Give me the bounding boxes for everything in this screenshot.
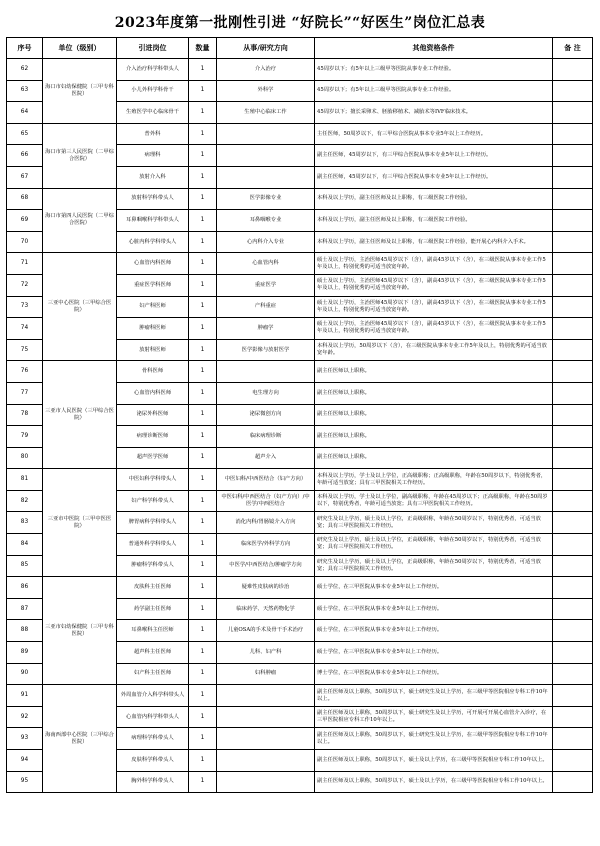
direction-cell: 心内科介入专业 — [217, 231, 315, 253]
condition-cell: 本科及以上学历，学士及以上学位，副高级职称，年龄在45周岁以下；正高级职称，年龄在50周岁以下，特别优秀者，年龄可适当放宽；具有三甲医院相关工作经历。 — [315, 490, 553, 512]
quantity-cell: 1 — [189, 620, 217, 642]
direction-cell: 重症医学 — [217, 274, 315, 296]
direction-cell: 耳鼻咽喉专业 — [217, 210, 315, 232]
table-row — [7, 685, 593, 707]
quantity-cell: 1 — [189, 382, 217, 404]
direction-cell — [217, 771, 315, 793]
quantity-cell: 1 — [189, 404, 217, 426]
post-cell: 妇产科主任医师 — [117, 663, 189, 685]
row-number-cell: 74 — [7, 318, 43, 340]
direction-cell: 生殖中心临床工作 — [217, 102, 315, 124]
direction-cell — [217, 361, 315, 383]
row-number-cell: 72 — [7, 274, 43, 296]
condition-cell: 副主任医师以上职称。 — [315, 382, 553, 404]
header-cell: 备 注 — [553, 38, 593, 59]
note-cell — [553, 555, 593, 577]
post-cell: 病理诊断医师 — [117, 426, 189, 448]
condition-cell: 副主任医师及以上职称，50周岁以下，硕士研究生及以上学历，在三级甲等医院相应专科工作10年以上。 — [315, 728, 553, 750]
quantity-cell: 1 — [189, 771, 217, 793]
direction-cell: 产科重症 — [217, 296, 315, 318]
condition-cell: 本科及以上学历，学士及以上学位，正高级职称；正高级职称，年龄在50周岁以下，特别优秀者，年龄可适当放宽；具有三甲医院相关工作经历。 — [315, 469, 553, 491]
post-cell: 生殖医学中心临床骨干 — [117, 102, 189, 124]
table-row — [7, 577, 593, 599]
quantity-cell: 1 — [189, 706, 217, 728]
row-number-cell: 64 — [7, 102, 43, 124]
row-number-cell: 90 — [7, 663, 43, 685]
quantity-cell: 1 — [189, 490, 217, 512]
quantity-cell: 1 — [189, 318, 217, 340]
row-number-cell: 70 — [7, 231, 43, 253]
note-cell — [553, 361, 593, 383]
row-number-cell: 76 — [7, 361, 43, 383]
note-cell — [553, 274, 593, 296]
row-number-cell: 91 — [7, 685, 43, 707]
direction-cell: 中医妇科/中西医结合（妇产方向）/中医学/中西医结合 — [217, 490, 315, 512]
post-cell: 骨科医师 — [117, 361, 189, 383]
quantity-cell: 1 — [189, 339, 217, 361]
row-number-cell: 66 — [7, 145, 43, 167]
quantity-cell: 1 — [189, 361, 217, 383]
direction-cell: 心血管内科 — [217, 253, 315, 275]
direction-cell: 临床病理诊断 — [217, 426, 315, 448]
condition-cell: 45周岁以下；擅长采卵术、胚胎移植术、减胎术等IVF临床技术。 — [315, 102, 553, 124]
row-number-cell: 87 — [7, 598, 43, 620]
post-cell: 重症医学科医师 — [117, 274, 189, 296]
row-number-cell: 93 — [7, 728, 43, 750]
condition-cell: 副主任医师以上职称。 — [315, 447, 553, 469]
row-number-cell: 94 — [7, 750, 43, 772]
condition-cell: 本科及以上学历，副主任医师及以上职称，有三级医院工作经验。 — [315, 210, 553, 232]
note-cell — [553, 231, 593, 253]
table-row — [7, 59, 593, 81]
post-cell: 外周血管介入科学科带头人 — [117, 685, 189, 707]
page-title: 2023年度第一批刚性引进 “好院长”“好医生”岗位汇总表 — [114, 15, 486, 31]
unit-cell: 三亚市人民医院（三甲综合医院） — [43, 361, 117, 469]
row-number-cell: 69 — [7, 210, 43, 232]
row-number-cell: 62 — [7, 59, 43, 81]
table-body — [7, 59, 593, 793]
quantity-cell: 1 — [189, 534, 217, 556]
post-cell: 脾胃病科学科带头人 — [117, 512, 189, 534]
unit-cell: 三亚市中医院（三甲中医医院） — [43, 469, 117, 577]
row-number-cell: 65 — [7, 123, 43, 145]
note-cell — [553, 512, 593, 534]
post-cell: 心脏内科学科带头人 — [117, 231, 189, 253]
note-cell — [553, 296, 593, 318]
post-cell: 泌尿外科医师 — [117, 404, 189, 426]
row-number-cell: 86 — [7, 577, 43, 599]
condition-cell: 研究生及以上学历，硕士及以上学位，正高级职称，年龄在50周岁以下，特别优秀者，可适当放宽；具有三甲医院相关工作经历。 — [315, 534, 553, 556]
direction-cell: 中医学/中西医结合/肿瘤学方向 — [217, 555, 315, 577]
row-number-cell: 79 — [7, 426, 43, 448]
header-cell: 序号 — [7, 38, 43, 59]
table-row — [7, 361, 593, 383]
note-cell — [553, 404, 593, 426]
quantity-cell: 1 — [189, 274, 217, 296]
row-number-cell: 73 — [7, 296, 43, 318]
note-cell — [553, 426, 593, 448]
post-cell: 肿瘤科学科带头人 — [117, 555, 189, 577]
note-cell — [553, 382, 593, 404]
condition-cell: 本科及以上学历，副主任医师及以上职称，有三级医院工作经验。 — [315, 188, 553, 210]
condition-cell: 硕士及以上学历，主治医师45周岁以下（含），副高45岁以下（含），在三级医院从事本专业工作5年及以上，特别优秀的可适当放宽年龄。 — [315, 253, 553, 275]
direction-cell: 医学影像与放射医学 — [217, 339, 315, 361]
post-cell: 肿瘤科医师 — [117, 318, 189, 340]
post-cell: 放射科医师 — [117, 339, 189, 361]
unit-cell: 海南西部中心医院（三甲综合医院） — [43, 685, 117, 793]
direction-cell: 妇科肿瘤 — [217, 663, 315, 685]
quantity-cell: 1 — [189, 123, 217, 145]
note-cell — [553, 210, 593, 232]
header-cell: 其他资格条件 — [315, 38, 553, 59]
direction-cell: 超声介入 — [217, 447, 315, 469]
quantity-cell: 1 — [189, 750, 217, 772]
condition-cell: 副主任医师及以上职称，50周岁以下，硕士研究生及以上学历，可开展可开展心血管介入诊疗，在三甲医院相应专科工作10年以上。 — [315, 706, 553, 728]
note-cell — [553, 490, 593, 512]
note-cell — [553, 102, 593, 124]
note-cell — [553, 145, 593, 167]
quantity-cell: 1 — [189, 253, 217, 275]
row-number-cell: 80 — [7, 447, 43, 469]
post-cell: 皮肤科主任医师 — [117, 577, 189, 599]
condition-cell: 硕士及以上学历，主治医师45周岁以下（含），副高45岁以下（含），在三级医院从事本专业工作5年及以上，特别优秀的可适当放宽年龄。 — [315, 274, 553, 296]
post-cell: 中医妇科学科带头人 — [117, 469, 189, 491]
post-cell: 胸外科学科带头人 — [117, 771, 189, 793]
condition-cell: 副主任医师以上职称。 — [315, 426, 553, 448]
row-number-cell: 78 — [7, 404, 43, 426]
note-cell — [553, 598, 593, 620]
note-cell — [553, 339, 593, 361]
quantity-cell: 1 — [189, 210, 217, 232]
note-cell — [553, 620, 593, 642]
row-number-cell: 63 — [7, 80, 43, 102]
row-number-cell: 81 — [7, 469, 43, 491]
quantity-cell: 1 — [189, 188, 217, 210]
quantity-cell: 1 — [189, 663, 217, 685]
direction-cell: 临床医学/外科学方向 — [217, 534, 315, 556]
condition-cell: 硕士学位，在三甲医院从事本专业5年以上工作经历。 — [315, 620, 553, 642]
row-number-cell: 82 — [7, 490, 43, 512]
direction-cell: 临床药学、天然药物化学 — [217, 598, 315, 620]
condition-cell: 研究生及以上学历，硕士及以上学位，正高级职称，年龄在50周岁以下，特别优秀者，可适当放宽；具有三甲医院相关工作经历。 — [315, 512, 553, 534]
quantity-cell: 1 — [189, 728, 217, 750]
note-cell — [553, 663, 593, 685]
condition-cell: 本科及以上学历，副主任医师及以上职称，有三级医院工作经验，能开展心内科介入手术。 — [315, 231, 553, 253]
note-cell — [553, 253, 593, 275]
condition-cell: 本科及以上学历，50周岁以下（含），在三级医院从事本专业工作5年及以上，特别优秀的可适当放宽年龄。 — [315, 339, 553, 361]
condition-cell: 主任医师，50周岁以下，有三甲综合医院从事本专业5年以上工作经历。 — [315, 123, 553, 145]
note-cell — [553, 728, 593, 750]
direction-cell — [217, 728, 315, 750]
quantity-cell: 1 — [189, 512, 217, 534]
post-cell: 妇产科医师 — [117, 296, 189, 318]
condition-cell: 硕士学位，在三甲医院从事本专业5年以上工作经历。 — [315, 598, 553, 620]
header-cell: 单位（级别） — [43, 38, 117, 59]
post-cell: 普通外科学科带头人 — [117, 534, 189, 556]
unit-cell: 三亚市妇幼保健院（三甲专科医院） — [43, 577, 117, 685]
post-cell: 超声医学医师 — [117, 447, 189, 469]
condition-cell: 副主任医师以上职称。 — [315, 404, 553, 426]
row-number-cell: 68 — [7, 188, 43, 210]
note-cell — [553, 59, 593, 81]
direction-cell: 医学影像专业 — [217, 188, 315, 210]
post-cell: 普外科 — [117, 123, 189, 145]
post-cell: 小儿外科学科骨干 — [117, 80, 189, 102]
condition-cell: 副主任医师，45周岁以下，有三甲综合医院从事本专业5年以上工作经历。 — [315, 145, 553, 167]
row-number-cell: 75 — [7, 339, 43, 361]
table-row — [7, 123, 593, 145]
direction-cell: 外科学 — [217, 80, 315, 102]
unit-cell: 海口市第三人民医院（二甲综合医院） — [43, 123, 117, 188]
post-cell: 药学副主任医师 — [117, 598, 189, 620]
quantity-cell: 1 — [189, 145, 217, 167]
note-cell — [553, 188, 593, 210]
row-number-cell: 71 — [7, 253, 43, 275]
note-cell — [553, 771, 593, 793]
direction-cell — [217, 123, 315, 145]
post-cell: 心血管内科医师 — [117, 382, 189, 404]
quantity-cell: 1 — [189, 426, 217, 448]
positions-table — [6, 37, 593, 793]
quantity-cell: 1 — [189, 102, 217, 124]
post-cell: 放射科学科带头人 — [117, 188, 189, 210]
direction-cell: 儿童OSA的手术及骨干手术治疗 — [217, 620, 315, 642]
condition-cell: 45周岁以下；有5年以上三级甲等医院从事专业工作经验。 — [315, 80, 553, 102]
quantity-cell: 1 — [189, 296, 217, 318]
condition-cell: 研究生及以上学历，硕士及以上学位，正高级职称，年龄在50周岁以下，特别优秀者，可适当放宽；具有三甲医院相关工作经历。 — [315, 555, 553, 577]
direction-cell — [217, 750, 315, 772]
condition-cell: 硕士及以上学历，主治医师45周岁以下（含），副高45岁以下（含），在三级医院从事本专业工作5年及以上，特别优秀的可适当放宽年龄。 — [315, 318, 553, 340]
row-number-cell: 83 — [7, 512, 43, 534]
condition-cell: 45周岁以下；有5年以上三级甲等医院从事专业工作经验。 — [315, 59, 553, 81]
direction-cell: 消化内科/胃肠镜介入方向 — [217, 512, 315, 534]
row-number-cell: 84 — [7, 534, 43, 556]
condition-cell: 硕士学位，在三甲医院从事本专业5年以上工作经历。 — [315, 577, 553, 599]
condition-cell: 副主任医师及以上职称，50周岁以下，硕士及以上学历，在三级甲等医院相应专科工作10年以上。 — [315, 750, 553, 772]
note-cell — [553, 123, 593, 145]
header-cell: 引进岗位 — [117, 38, 189, 59]
note-cell — [553, 166, 593, 188]
condition-cell: 副主任医师及以上职称，50周岁以下，硕士及以上学历，在三级甲等医院相应专科工作10年以上。 — [315, 771, 553, 793]
direction-cell: 儿科、妇产科 — [217, 642, 315, 664]
direction-cell: 中医妇科/中西医结合（妇产方向） — [217, 469, 315, 491]
direction-cell — [217, 706, 315, 728]
note-cell — [553, 447, 593, 469]
direction-cell — [217, 145, 315, 167]
direction-cell: 肿瘤学 — [217, 318, 315, 340]
post-cell: 病理科 — [117, 145, 189, 167]
post-cell: 介入治疗科学科带头人 — [117, 59, 189, 81]
header-cell: 从事/研究方向 — [217, 38, 315, 59]
quantity-cell: 1 — [189, 59, 217, 81]
note-cell — [553, 534, 593, 556]
post-cell: 皮肤科学科带头人 — [117, 750, 189, 772]
unit-cell: 三亚中心医院（三甲综合医院） — [43, 253, 117, 361]
post-cell: 心血管内科医师 — [117, 253, 189, 275]
note-cell — [553, 318, 593, 340]
row-number-cell: 92 — [7, 706, 43, 728]
post-cell: 心血管内科学科带头人 — [117, 706, 189, 728]
direction-cell: 电生理方向 — [217, 382, 315, 404]
direction-cell: 疑难性皮肤病的诊治 — [217, 577, 315, 599]
direction-cell — [217, 166, 315, 188]
header-cell: 数量 — [189, 38, 217, 59]
unit-cell: 海口市第四人民医院（二甲综合医院） — [43, 188, 117, 253]
note-cell — [553, 750, 593, 772]
table-header-row — [7, 38, 593, 59]
post-cell: 耳鼻咽喉科学科带头人 — [117, 210, 189, 232]
row-number-cell: 85 — [7, 555, 43, 577]
condition-cell: 副主任医师及以上职称，50周岁以下，硕士研究生及以上学历，在三级甲等医院相应专科工作10年以上。 — [315, 685, 553, 707]
quantity-cell: 1 — [189, 598, 217, 620]
row-number-cell: 95 — [7, 771, 43, 793]
quantity-cell: 1 — [189, 231, 217, 253]
condition-cell: 硕士及以上学历，主治医师45周岁以下（含），副高45岁以下（含），在三级医院从事本专业工作5年及以上，特别优秀的可适当放宽年龄。 — [315, 296, 553, 318]
direction-cell: 泌尿微创方向 — [217, 404, 315, 426]
note-cell — [553, 685, 593, 707]
quantity-cell: 1 — [189, 555, 217, 577]
post-cell: 耳鼻喉科主任医师 — [117, 620, 189, 642]
row-number-cell: 77 — [7, 382, 43, 404]
post-cell: 超声科主任医师 — [117, 642, 189, 664]
post-cell: 妇产科学科带头人 — [117, 490, 189, 512]
post-cell: 放射介入科 — [117, 166, 189, 188]
post-cell: 病理科学科带头人 — [117, 728, 189, 750]
direction-cell: 介入治疗 — [217, 59, 315, 81]
row-number-cell: 88 — [7, 620, 43, 642]
table-row — [7, 253, 593, 275]
quantity-cell: 1 — [189, 469, 217, 491]
row-number-cell: 67 — [7, 166, 43, 188]
note-cell — [553, 577, 593, 599]
table-row — [7, 188, 593, 210]
direction-cell — [217, 685, 315, 707]
condition-cell: 副主任医师以上职称。 — [315, 361, 553, 383]
row-number-cell: 89 — [7, 642, 43, 664]
quantity-cell: 1 — [189, 642, 217, 664]
condition-cell: 博士学位，在三甲医院从事本专业5年以上工作经历。 — [315, 663, 553, 685]
quantity-cell: 1 — [189, 577, 217, 599]
table-row — [7, 469, 593, 491]
quantity-cell: 1 — [189, 80, 217, 102]
unit-cell: 海口市妇幼保健院（三甲专科医院） — [43, 59, 117, 124]
quantity-cell: 1 — [189, 166, 217, 188]
note-cell — [553, 80, 593, 102]
condition-cell: 副主任医师，45周岁以下，有三甲综合医院从事本专业5年以上工作经历。 — [315, 166, 553, 188]
note-cell — [553, 642, 593, 664]
quantity-cell: 1 — [189, 685, 217, 707]
condition-cell: 硕士学位，在三甲医院从事本专业5年以上工作经历。 — [315, 642, 553, 664]
note-cell — [553, 469, 593, 491]
note-cell — [553, 706, 593, 728]
quantity-cell: 1 — [189, 447, 217, 469]
